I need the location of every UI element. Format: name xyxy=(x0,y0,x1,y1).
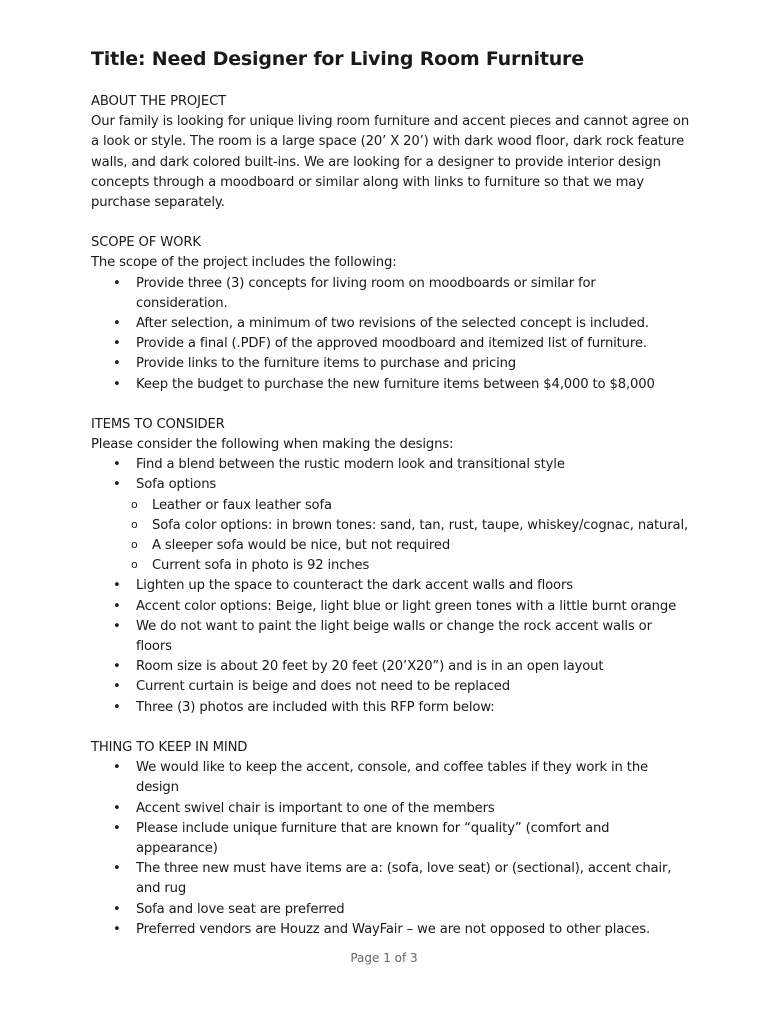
sub-list-item: o Sofa color options: in brown tones: sand, tan, rust, taupe, whiskey/cognac, natural, xyxy=(91,516,691,536)
scope-list xyxy=(91,274,691,395)
scope-intro: The scope of the project includes the following: xyxy=(91,255,397,271)
keep-in-mind-heading: THING TO KEEP IN MIND xyxy=(91,739,248,755)
list-item: • Provide a final (.PDF) of the approved moodboard and itemized list of furniture. xyxy=(91,334,691,354)
list-item: • We do not want to paint the light beige walls or change the rock accent walls or floors xyxy=(91,617,691,657)
keep-in-mind-section xyxy=(91,738,691,940)
list-item: • Three (3) photos are included with this RFP form below: xyxy=(91,698,691,718)
list-item: • After selection, a minimum of two revisions of the selected concept is included. xyxy=(91,314,691,334)
list-item: • Lighten up the space to counteract the dark accent walls and floors xyxy=(91,576,691,596)
list-item: • Sofa options xyxy=(91,475,691,495)
list-item: • Keep the budget to purchase the new furniture items between $4,000 to $8,000 xyxy=(91,375,691,395)
document-title: Title: Need Designer for Living Room Furniture xyxy=(91,48,584,70)
list-item: • Preferred vendors are Houzz and WayFair – we are not opposed to other places. xyxy=(91,920,691,940)
sub-list-item: o Leather or faux leather sofa xyxy=(91,496,691,516)
list-item: • Provide three (3) concepts for living room on moodboards or similar for consideration. xyxy=(91,274,691,314)
sub-list-item: o A sleeper sofa would be nice, but not required xyxy=(91,536,691,556)
page-number: Page 1 of 3 xyxy=(350,951,418,965)
list-item: • Please include unique furniture that are known for “quality” (comfort and appearance) xyxy=(91,819,691,859)
keep-in-mind-list xyxy=(91,758,691,940)
about-heading: ABOUT THE PROJECT xyxy=(91,94,227,109)
list-item: • We would like to keep the accent, console, and coffee tables if they work in the design xyxy=(91,758,691,798)
consider-intro: Please consider the following when making the designs: xyxy=(91,437,454,453)
scope-section xyxy=(91,233,691,395)
document-content xyxy=(91,44,691,960)
list-item: • Current curtain is beige and does not need to be replaced xyxy=(91,677,691,697)
list-item: • Accent swivel chair is important to one of the members xyxy=(91,799,691,819)
list-item: • Find a blend between the rustic modern look and transitional style xyxy=(91,455,691,475)
consider-list xyxy=(91,455,691,718)
list-item: • Room size is about 20 feet by 20 feet (20’X20”) and is in an open layout xyxy=(91,657,691,677)
consider-heading: ITEMS TO CONSIDER xyxy=(91,416,225,432)
about-body: Our family is looking for unique living room furniture and accent pieces and cannot agree on a look or style. The room is a large space (20’ X 20’) with dark wood floor, dark rock feature walls, and dark colored built-ins. We are looking for a designer to provide interior design concepts through a moodboard or similar along with links to furniture so that we may purchase separately. xyxy=(91,114,690,211)
sub-list-item: o Current sofa in photo is 92 inches xyxy=(91,556,691,576)
list-item: • Sofa and love seat are preferred xyxy=(91,900,691,920)
list-item: • The three new must have items are a: (sofa, love seat) or (sectional), accent chair, and rug xyxy=(91,859,691,899)
scope-heading: SCOPE OF WORK xyxy=(91,235,201,251)
about-section xyxy=(91,92,691,213)
consider-section xyxy=(91,415,691,718)
list-item: • Accent color options: Beige, light blue or light green tones with a little burnt orange xyxy=(91,597,691,617)
list-item: • Provide links to the furniture items to purchase and pricing xyxy=(91,354,691,374)
